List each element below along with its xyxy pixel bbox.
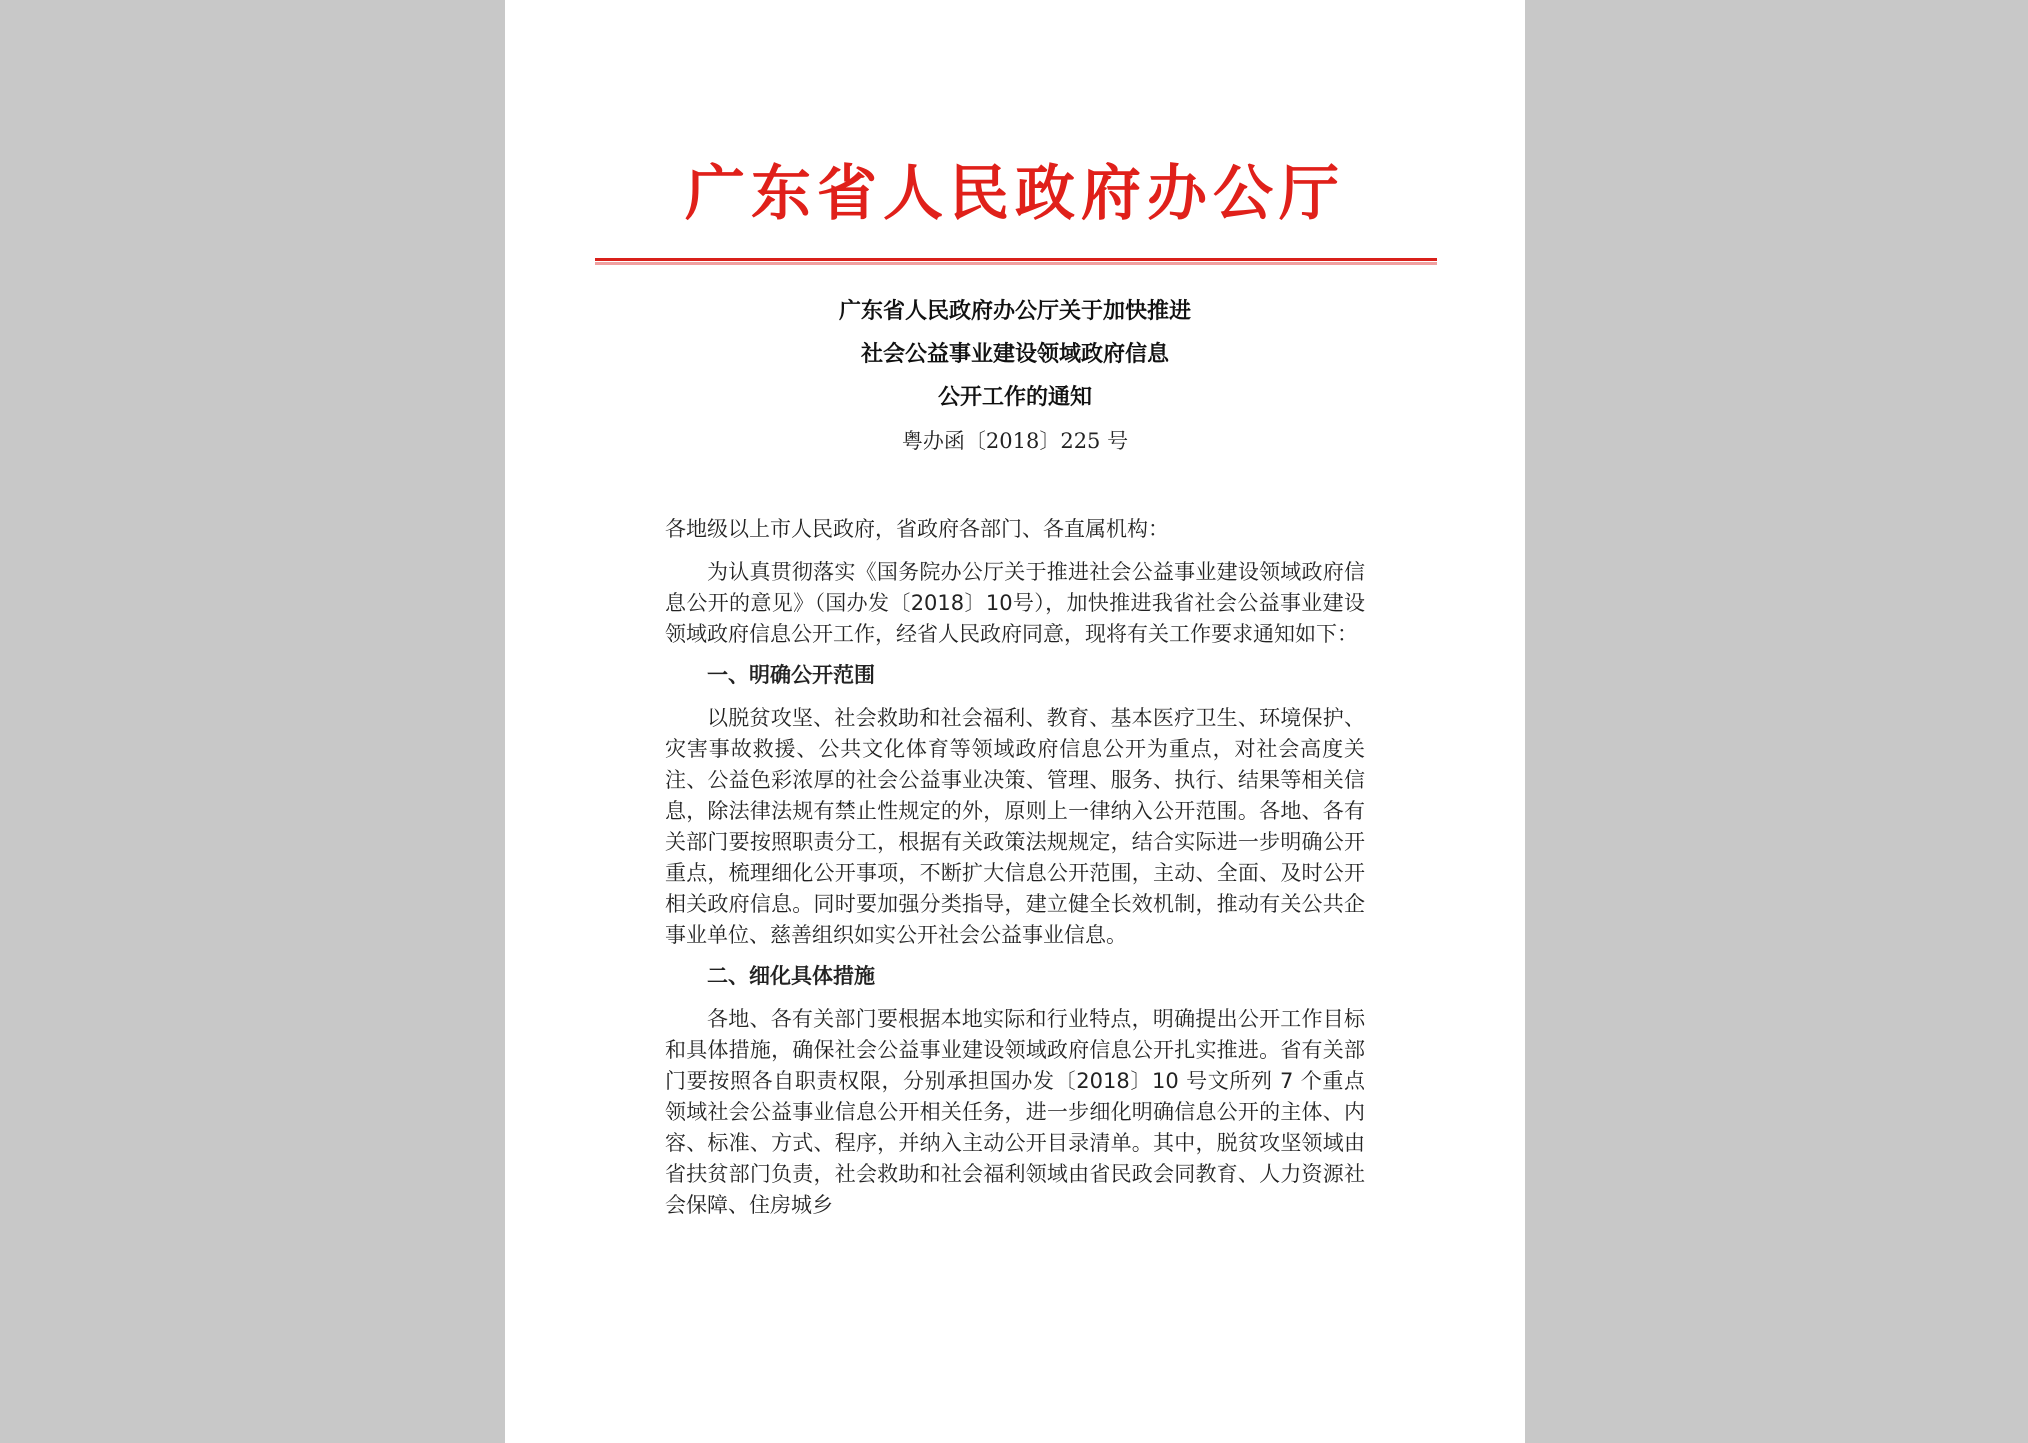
section-paragraph-1: 以脱贫攻坚、社会救助和社会福利、教育、基本医疗卫生、环境保护、灾害事故救援、公共文化体育等领域政府信息公开为重点，对社会高度关注、公益色彩浓厚的社会公益事业决策、管理、服务、执行、结果等相关信息，除法律法规有禁止性规定的外，原则上一律纳入公开范围。各地、各有关部门要按照职责分工，根据有关政策法规规定，结合实际进一步明确公开重点，梳理细化公开事项，不断扩大信息公开范围，主动、全面、及时公开相关政府信息。同时要加强分类指导，建立健全长效机制，推动有关公共企事业单位、慈善组织如实公开社会公益事业信息。	[665, 706, 1365, 947]
title-line-3: 公开工作的通知	[937, 385, 1092, 410]
document-title	[505, 290, 1525, 419]
intro-paragraph: 为认真贯彻落实《国务院办公厅关于推进社会公益事业建设领域政府信息公开的意见》（国办发〔2018〕10号），加快推进我省社会公益事业建设领域政府信息公开工作，经省人民政府同意，现将有关工作要求通知如下：	[665, 560, 1365, 646]
title-line-2: 社会公益事业建设领域政府信息	[860, 342, 1169, 367]
section-paragraph-2: 各地、各有关部门要根据本地实际和行业特点，明确提出公开工作目标和具体措施，确保社会公益事业建设领域政府信息公开扎实推进。省有关部门要按照各自职责权限，分别承担国办发〔2018〕10 号文所列 7 个重点领域社会公益事业信息公开相关任务，进一步细化明确信息公开的主体、内容、标准、方式、程序，并纳入主动公开目录清单。其中，脱贫攻坚领域由省扶贫部门负责，社会救助和社会福利领域由省民政会同教育、人力资源社会保障、住房城乡	[665, 1007, 1365, 1217]
salutation: 各地级以上市人民政府，省政府各部门、各直属机构：	[665, 517, 1169, 541]
issuer-header: 广东省人民政府办公厅	[685, 159, 1345, 229]
document-body	[665, 514, 1365, 1231]
red-divider-line	[595, 258, 1437, 261]
title-line-1: 广东省人民政府办公厅关于加快推进	[838, 299, 1191, 324]
document-page	[505, 0, 1525, 1443]
section-heading-2: 二、细化具体措施	[707, 964, 875, 988]
section-heading-1: 一、明确公开范围	[707, 663, 875, 687]
document-number: 粤办函〔2018〕225 号	[901, 429, 1129, 453]
